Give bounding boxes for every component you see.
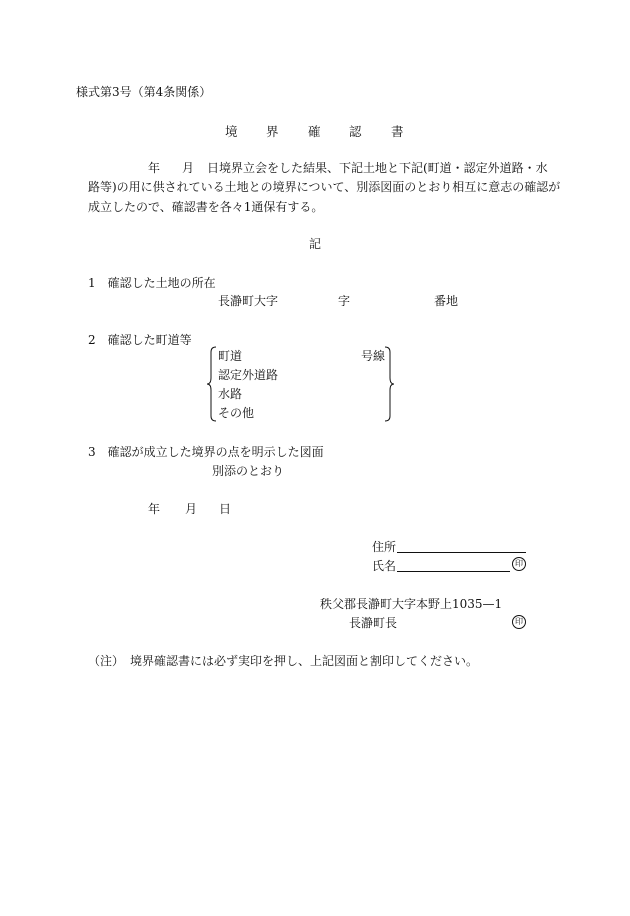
road-type-town-road: 町道 [218, 349, 243, 363]
intro-line1: 日境界立会をした結果、下記土地と下記(町道・認定外道路・水 [207, 161, 548, 175]
mayor-title: 長瀞町長 [349, 616, 398, 630]
intro-month: 月 [182, 161, 195, 175]
date-day: 日 [219, 502, 232, 516]
section3-label: 3 確認が成立した境界の点を明示した図面 [88, 445, 324, 459]
title-char-2: 界 [266, 124, 279, 139]
date-month: 月 [185, 502, 198, 516]
mayor-address: 秩父郡長瀞町大字本野上1035—1 [320, 597, 503, 611]
section1-aza: 字 [338, 294, 351, 308]
name-label: 氏名 [372, 559, 397, 573]
intro-line3: 成立したので、確認書を各々1通保有する。 [88, 200, 324, 214]
section3-value: 別添のとおり [212, 464, 285, 478]
section1-town: 長瀞町大字 [218, 294, 279, 308]
intro-year: 年 [148, 161, 161, 175]
road-type-unrecognized-road: 認定外道路 [218, 368, 279, 382]
party-seal-mark: 印 [512, 557, 526, 571]
title-char-1: 境 [225, 124, 238, 139]
title-char-5: 書 [391, 124, 404, 139]
road-type-other: その他 [218, 406, 255, 420]
title-char-3: 確 [308, 124, 321, 139]
route-suffix: 号線 [361, 349, 386, 363]
note: （注） 境界確認書には必ず実印を押し、上記図面と割印してください。 [88, 654, 479, 668]
section2-label: 2 確認した町道等 [88, 333, 192, 347]
right-brace-icon [384, 346, 394, 422]
mayor-seal-mark: 印 [512, 615, 526, 629]
address-line [397, 552, 526, 553]
road-type-waterway: 水路 [218, 387, 243, 401]
date-year: 年 [148, 502, 161, 516]
section1-banchi: 番地 [434, 294, 459, 308]
title-char-4: 認 [349, 124, 362, 139]
address-label: 住所 [372, 540, 397, 554]
ki-heading: 記 [309, 237, 322, 251]
section1-label: 1 確認した土地の所在 [88, 276, 216, 290]
intro-line2: 路等)の用に供されている土地との境界について、別添図面のとおり相互に意志の確認が [88, 180, 561, 194]
name-line [397, 571, 510, 572]
form-number: 様式第3号（第4条関係） [76, 85, 212, 99]
left-brace-icon [207, 346, 217, 422]
